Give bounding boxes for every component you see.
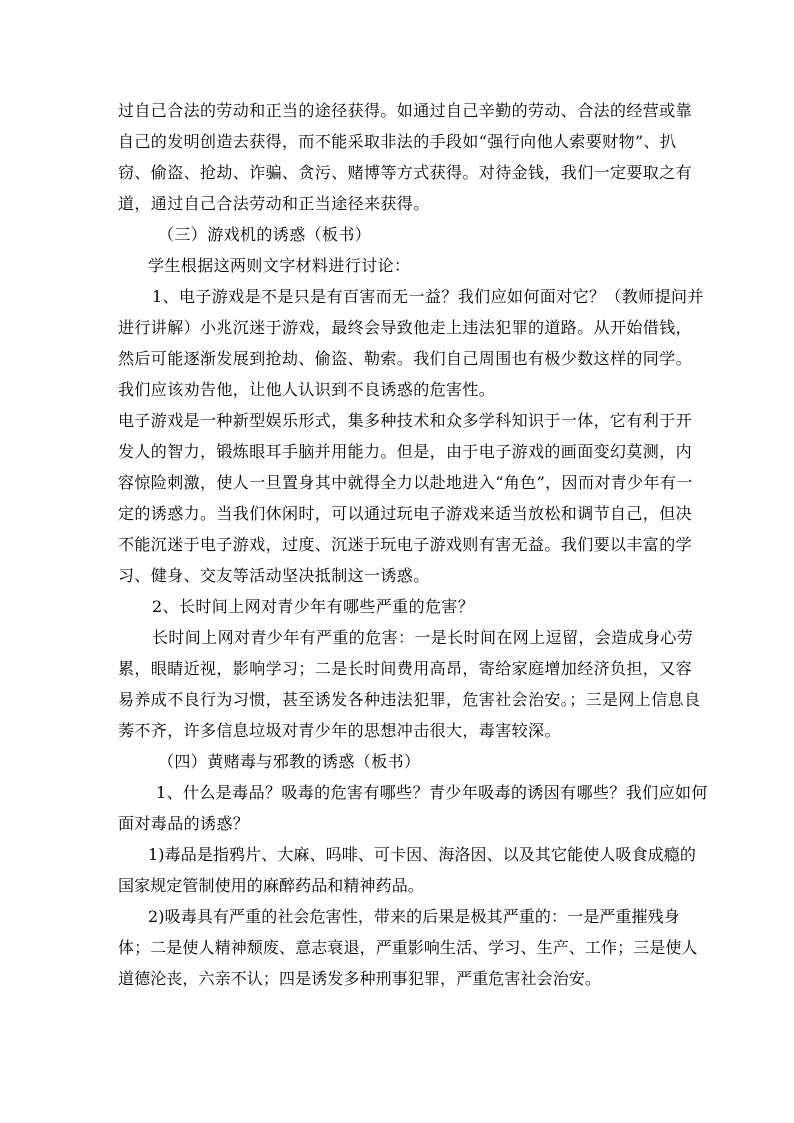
paragraph-money-intro: 过自己合法的劳动和正当的途径获得。如通过自己辛勤的劳动、合法的经营或靠自己的发明创造去获得，而不能采取非法的手段如“强行向他人索要财物”、扒窃、偷盗、抢劫、诈骗、贪污、赌博等方式获得。对待金钱，我们一定要取之有道，通过自己合法劳动和正当途径来获得。: [118, 101, 693, 213]
paragraph-electronic-games: 电子游戏是一种新型娱乐形式，集多种技术和众多学科知识于一体，它有利于开发人的智力，锻炼眼耳手脑并用能力。但是，由于电子游戏的画面变幻莫测，内容惊险刺激，使人一旦置身其中就得全力以赴地进入“角色”，因而对青少年有一定的诱惑力。当我们休闲时，可以通过玩电子游戏来适当放松和调节自己，但决不能沉迷于电子游戏，过度、沉迷于玩电子游戏则有害无益。我们要以丰富的学习、健身、交友等活动坚决抵制这一诱惑。: [118, 411, 693, 585]
document-body: [118, 95, 708, 994]
paragraph-internet-harm: 长时间上网对青少年有严重的危害：一是长时间在网上逗留，会造成身心劳累，眼睛近视，影响学习；二是长时间费用高昂，寄给家庭增加经济负担，又容易养成不良行为习惯，甚至诱发各种违法犯罪，危害社会治安。；三是网上信息良莠不齐，许多信息垃圾对青少年的思想冲击很大，毒害较深。: [118, 628, 701, 740]
section-heading-drugs-gambling-cults: （四）黄赌毒与邪教的诱惑（板书）: [158, 752, 421, 771]
question-drugs: 1、什么是毒品？吸毒的危害有哪些？青少年吸毒的诱因有哪些？我们应如何面对毒品的诱惑？: [118, 783, 708, 833]
answer-drugs-definition: 1)毒品是指鸦片、大麻、吗啡、可卡因、海洛因、以及其它能使人吸食成瘾的国家规定管制使用的麻醉药品和精神药品。: [118, 845, 696, 895]
section-heading-game: （三）游戏机的诱惑（板书）: [158, 225, 372, 244]
question-internet-harm: 2、长时间上网对青少年有哪些严重的危害？: [152, 597, 475, 616]
answer-drugs-harm: 2)吸毒具有严重的社会危害性，带来的后果是极其严重的：一是严重摧残身体；二是使人精神颓废、意志衰退，严重影响生活、学习、生产、工作；三是使人道德沦丧，六亲不认；四是诱发多种刑事犯罪，严重危害社会治安。: [118, 907, 698, 988]
question-electronic-games: 1、电子游戏是不是只是有百害而无一益？我们应如何面对它？（教师提问并进行讲解）小兆沉迷于游戏，最终会导致他走上违法犯罪的道路。从开始借钱，然后可能逐渐发展到抢劫、偷盗、勒索。我们自己周围也有极少数这样的同学。我们应该劝告他，让他人认识到不良诱惑的危害性。: [118, 287, 704, 399]
paragraph-discussion-prompt: 学生根据这两则文字材料进行讨论：: [148, 256, 411, 275]
